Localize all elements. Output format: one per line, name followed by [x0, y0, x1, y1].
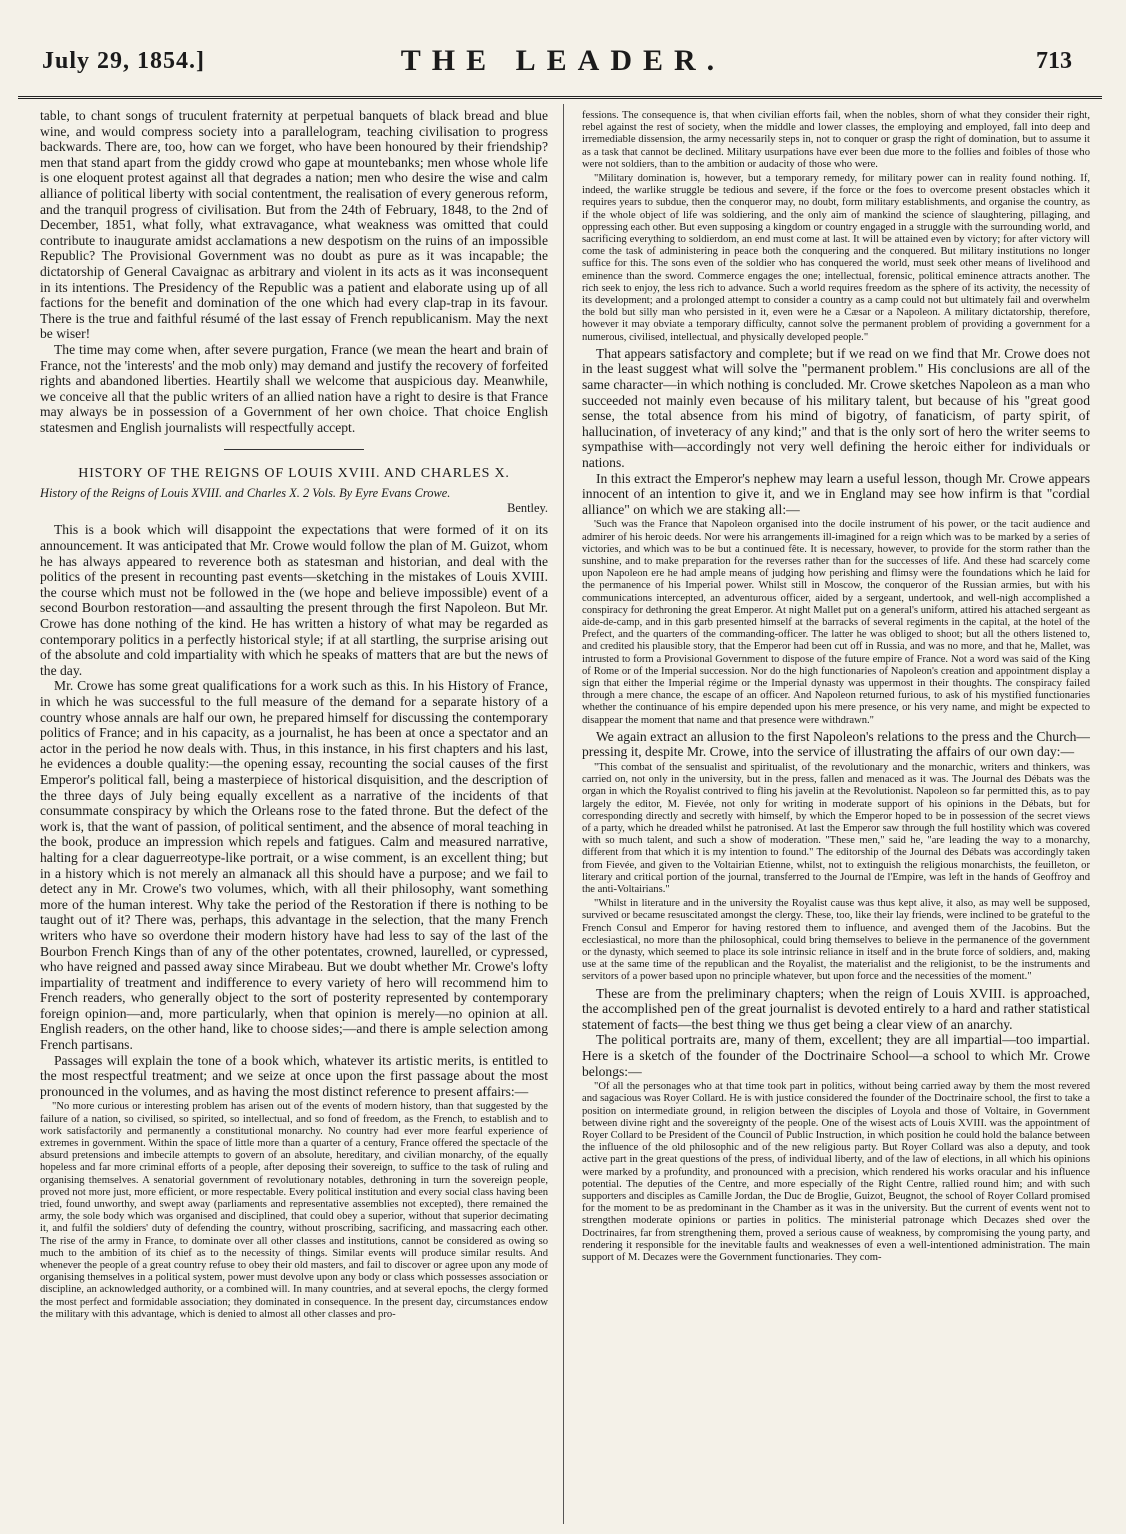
article-heading: HISTORY OF THE REIGNS OF LOUIS XVIII. AND CHARLES X.	[78, 466, 510, 482]
block-quote: "Of all the personages who at that time took part in politics, without being carried away by them the most revered and sagacious was Royer Collard. He is with justice considered the founder of the Doctrinaire school, the first to take a position on intermediate ground, in religion between the disciples of Loyola and those of Voltaire, in Government between divine right and the sovereignty of the people. One of the wisest acts of Louis XVIII. was the appointment of Royer Collard to be President of the Council of Public Instruction, in which position he could hold the balance between the influence of the old philosophic and of the new religious party. But Royer Collard was also a deputy, and took active part in the great questions of the press, of individual liberty, and of the law of elections, in all which his opinions were marked by a profundity, and pronounced with a precision, which rendered his works oracular and his influence potential. The deputies of the Centre, and more especially of the Right Centre, rallied round him; and with such supporters and disciples as Camille Jordan, the Duc de Broglie, Guizot, Beugnot, the school of Royer Collard promised for the moment to be as predominant in the Chamber as it was in the university. But the current of events went not to strengthen moderate opinions or parties in politics. The ministerial patronage which Decazes shed over the Doctrinaires, far from strengthening them, proved a serious cause of weakness, by compromising the young party, and rendering it responsible for the inevitable faults and weaknesses of even a well-intentioned administration. The main support of M. Decazes were the Government functionaries. They com-	[582, 1081, 1090, 1264]
left-column	[40, 108, 548, 1523]
right-column	[582, 108, 1090, 1523]
block-quote: "Military domination is, however, but a temporary remedy, for military power can in reality found nothing. If, indeed, the warlike struggle be tedious and severe, if the force or the foes to overcome present obstacles which it requires years to subdue, then the conqueror may, no doubt, form military establishments, and organise the country, as if the whole object of life was soldiering, and the only aim of mankind the science of slaughtering, pillaging, and oppressing each other. But even supposing a kingdom or country engaged in a struggle with the surrounding world, and sacrificing everything to soldierdom, an end must come at last. It will be attained even by victory; for after victory will come the task of administering in peace both the conquering and the conquered. But military institutions no longer suffice for this. The sons even of the soldier who has conquered the world, must seek other means of livelihood and eminence than the sword. Commerce engages the one; intellectual, forensic, political eminence attracts another. The rich seek to enjoy, the less rich to advance. Such a world requires freedom as the sphere of its activity, the necessity of its development; and a prolonged attempt to consider a country as a camp could not but ultimately fail and overwhelm the bold but silly man who persisted in it, even were he a Cæsar or a Napoleon. A military dictatorship, therefore, however it may obviate a temporary difficulty, cannot solve the permanent problem of providing a government for a numerous, civilised, intellectual, and physically developed people."	[582, 173, 1090, 343]
paragraph: The time may come when, after severe purgation, France (we mean the heart and brain of France, not the 'interests' and the mob only) may demand and justify the recovery of forfeited rights and abandoned liberties. Heartily shall we welcome that auspicious day. Meanwhile, we conceive all that the public writers of an allied nation have a right to desire is that France may always be in possession of a Government of her own choice. That choice English statesmen and English journalists will respectfully accept.	[40, 341, 548, 435]
publisher: Bentley.	[507, 501, 548, 516]
masthead	[24, 38, 1102, 94]
newspaper-title: THE LEADER.	[400, 44, 726, 77]
block-quote: "Whilst in literature and in the university the Royalist cause was thus kept alive, it also, as may well be supposed, survived or became resuscitated amongst the clergy. These, too, like their lay friends, were inclined to be grateful to the French Consul and Emperor for having restored them to influence, and avenged them of the Jacobins. But the ecclesiastical, no more than the philosophical, could bring themselves to believe in the permanence of the government or the dynasty, which seemed to place its sole intrinsic reliance in itself and in the brute force of soldiers, and, making use at the same time of the republican and the Royalist, the materialist and the religionist, to be the instruments and servitors of a power based upon no principle whatever, but upon force and the necessities of the moment."	[582, 898, 1090, 983]
issue-date: July 29, 1854.]	[42, 48, 206, 74]
paragraph: The political portraits are, many of them, excellent; they are all impartial—too impartial. Here is a sketch of the founder of the Doctrinaire School—a school to which Mr. Crowe belongs:—	[582, 1032, 1090, 1079]
paragraph: In this extract the Emperor's nephew may learn a useful lesson, though Mr. Crowe appears innocent of an intention to give it, and we in England may see how infirm is that "cordial alliance" on which we are staking all:—	[582, 470, 1090, 517]
paragraph: Passages will explain the tone of a book which, whatever its artistic merits, is entitled to the most respectful treatment; and we seize at once upon the first passage about the most pronounced in the volumes, and as having the most distinct reference to present affairs:—	[40, 1052, 548, 1099]
paragraph: Mr. Crowe has some great qualifications for a work such as this. In his History of France, in which he was successful to the full measure of the demand for a separate history of a country whose annals are half our own, he prepared himself for discussing the contemporary politics of France; and in his capacity, as a journalist, he has been at once a spectator and an actor in the period he now deals with. Thus, in this instance, in his first chapters and his last, he evidences a double quality:—the opening essay, recounting the social causes of the first Emperor's political fall, being a masterpiece of historical disquisition, and the description of the three days of July being equally excellent as a narrative of the incidents of that consummate conspiracy by which the Orleans rose to the fated throne. But the defect of the work is, that the want of passion, of political sentiment, and the absence of moral teaching in the book, produce an impression which repels and fatigues. Calm and measured narrative, halting for a clear daguerreotype-like portrait, or a wise comment, is an excellent thing; but in a history which is not merely an almanack all this should have a purpose; and we fail to detect any in Mr. Crowe's two volumes, which, with all their philosophy, want something more of the human interest. Why take the period of the Restoration if there is nothing to be taught out of it? There was, perhaps, this advantage in the selection, that the many French writers who have so overdone their modern history have had less to say of the last of the Bourbon French Kings than of any of the other potentates, crowned, laurelled, or cypressed, who have reigned and passed away since Mirabeau. But we doubt whether Mr. Crowe's lofty impartiality of treatment and indifference to every variety of hero will recommend him to French readers, who generally object to the sort of posterity represented by contemporary foreign opinion—and, more particularly, when that opinion is merely—no opinion at all. English readers, on the other hand, like to choose sides;—and there is ample selection among French partisans.	[40, 678, 548, 1053]
header-rule	[18, 96, 1102, 99]
book-citation: History of the Reigns of Louis XVIII. and Charles X. 2 Vols. By Eyre Evans Crowe.	[40, 486, 451, 501]
paragraph: This is a book which will disappoint the expectations that were formed of it on its announcement. It was anticipated that Mr. Crowe would follow the plan of M. Guizot, whom he has always appeared to reverence both as statesman and historian, and deal with the politics of the present in recounting past events—sketching in the mistakes of Louis XVIII. the course which must not be followed in the (we hope and believe impossible) event of a second Bourbon restoration—and assaulting the present through the first Napoleon. But Mr. Crowe has done nothing of the kind. He has written a history of what may be regarded as contemporary politics in a perfectly historical style; if at all startling, the surprise arising out of the absolute and cold impartiality with which he speaks of matters that are but the news of the day.	[40, 522, 548, 678]
block-quote: "No more curious or interesting problem has arisen out of the events of modern history, than that suggested by the failure of a nation, so civilised, so spirited, so intellectual, and so fond of freedom, as the French, to establish and to work satisfactorily and permanently a constitutional monarchy. No country had ever more fearful experience of extremes in government. Within the space of little more than a quarter of a century, France offered the spectacle of the absurd pretensions and imbecile attempts to govern of an absolute, hereditary, and civilian monarchy, of the equally hopeless and far more criminal efforts of a people, after deposing their sovereign, to suffice to the task of ruling and organising themselves. A senatorial government of revolutionary notables, dethroning in turn the sovereign people, proved not more just, more efficient, or more respectable. Every political institution and every social class having been tried, found unworthy, and swept away (parliaments and representative assemblies not excepted), there remained the army, the sole body which was organised and disciplined, that could obey a superior, without that superior decimating it, and fulfil the soldiers' duty of defending the country, without proscribing, sacrificing, and massacring each other. The rise of the army in France, to dominate over all other classes and institutions, cannot be considered as owing so much to the ambition of its chief as to the necessity of things. Similar events will produce similar results. And whenever the people of a great country refuse to obey their old masters, and fail to discover or agree upon any mode of organising themselves in a political system, power must devolve upon any body or class which possesses association or discipline, an acknowledged authority, or a combined will. In many countries, and at several epochs, the clergy formed the most perfect and formidable association; they dominated in consequence. In the present day, circumstances endow the military with this advantage, which is denied to almost all other classes and pro-	[40, 1101, 548, 1320]
column-divider	[563, 104, 564, 1524]
paragraph: We again extract an allusion to the first Napoleon's relations to the press and the Church—pressing it, despite Mr. Crowe, into the service of illustrating the affairs of our own day:—	[582, 728, 1090, 760]
paragraph: These are from the preliminary chapters; when the reign of Louis XVIII. is approached, the accomplished pen of the great journalist is devoted entirely to a hard and rather statistical statement of facts—the best thing we thus get being a clear view of an anarchy.	[582, 985, 1090, 1032]
block-quote: "This combat of the sensualist and spiritualist, of the revolutionary and the monarchic, writers and thinkers, was carried on, not only in the university, but in the press, fallen and menaced as it was. The Journal des Débats was the organ in which the Royalist contrived to fling his javelin at the Revolutionist. Napoleon so far permitted this, as to pay largely the editor, M. Fievée, not only for writing in moderate support of his opinions in the Débats, but for corresponding directly and secretly with himself, by which the Emperor hoped to be in possession of the secret views of a party, which he dreaded whilst he patronised. At last the Emperor saw through the full hostility which was covered with so much talent, and such a show of moderation. "These men," said he, "are leading the way to a monarchy, different from that which it is my intention to found." The editorship of the Journal des Débats was accordingly taken from Fievée, and given to the Voltairian Etienne, whilst, not to extinguish the religious monarchists, the feuilleton, or literary and critical portion of the journal, transferred to the Journal de l'Empire, was left in the hands of Geoffroy and the anti-Voltairians."	[582, 762, 1090, 896]
block-quote: 'Such was the France that Napoleon organised into the docile instrument of his power, or the tacit audience and admirer of his heroic deeds. Nor were his arrangements ill-imagined for a reign which was to be marked by a series of victories, and which was to be but a continued fête. It is necessary, however, to provide for the storm rather than the sunshine, and to make preparation for the reverses rather than for the successes of life. And these had scarcely come upon Napoleon ere he had ample means of judging how perishing and flimsy were the foundations which he laid for the permanence of his Imperial power. Whilst still in Moscow, the conqueror of the Russian armies, but with his communications intercepted, an adventurous officer, aided by a sergeant, undertook, and well-nigh accomplished a conspiracy for dethroning the great Emperor. At night Mallet put on a general's uniform, attired his attached sergeant as aide-de-camp, and in this garb presented himself at the barracks of several regiments in the capital, at the hotel of the Prefect, and the quarters of the commanding-officer. The latter he was obliged to shoot; but all the others listened to, and credited his plausible story, that the Emperor had been cut off in Russia, and was no more, and that he, Mallet, was intrusted to form a Provisional Government to dispose of the future empire of France. Not a word was said of the King of Rome or of the Imperial succession. Nor do the high functionaries of Napoleon's creation and appointment display a sign that either the Imperial régime or the Imperial dynasty was uppermost in their thoughts. The conspiracy failed through a mere chance, the escape of an officer. And Napoleon returned furious, to ask of his mystified functionaries whether the continuance of his empire depended upon his mere presence, or his very name, and might be expected to disappear the moment that name and that presence were withdrawn."	[582, 519, 1090, 726]
paragraph: That appears satisfactory and complete; but if we read on we find that Mr. Crowe does not in the least suggest what will solve the "permanent problem." His conclusions are all of the same character—in which nothing is concluded. Mr. Crowe sketches Napoleon as a man who succeeded not mainly even because of his military talent, but because of his "great good sense, the total absence from his mind of bigotry, of fanaticism, of party spirit, of hallucination, of inveteracy of any kind;" and that is the only sort of hero the writer seems to sympathise with—accordingly not very well defining the heroic either for individuals or nations.	[582, 345, 1090, 471]
page-number: 713	[1036, 48, 1072, 74]
section-divider	[224, 449, 364, 450]
paragraph: table, to chant songs of truculent fraternity at perpetual banquets of black bread and blue wine, and would compress society into a parallelogram, teaching civilisation to progress backwards. There are, too, how can we forget, who have been honoured by their friendship? men that stand apart from the giddy crowd who gape at mountebanks; men whose whole life is one eloquent protest against all that degrades a nation; men who desire the wise and calm alliance of political liberty with social contentment, the realisation of every generous reform, and the tranquil progress of civilisation. But from the 24th of February, 1848, to the 2nd of December, 1851, what folly, what extravagance, what weakness was omitted that could contribute to inaugurate amidst acclamations a new despotism on the ruins of an impossible Republic? The Provisional Government was no doubt as pure as it was incapable; the dictatorship of General Cavaignac as arbitrary and violent in its acts as it was inconsequent in its intentions. The Presidency of the Republic was a patient and elaborate using up of all factions for the benefit and domination of the one which had every clap-trap in its favour. There is the true and faithful résumé of the last essay of French republicanism. May the next be wiser!	[40, 108, 548, 342]
block-quote: fessions. The consequence is, that when civilian efforts fail, when the nobles, shorn of what they consider their right, rebel against the rest of society, when the middle and lower classes, the employing and employed, fall into deep and irremediable dissension, the army necessarily steps in, not to conquer or grasp the right of domination, but to assume it as a task that cannot be declined. Military usurpations have ever been due more to the follies and foibles of those who were not soldiers, than to the ambition or audacity of those who were.	[582, 110, 1090, 170]
